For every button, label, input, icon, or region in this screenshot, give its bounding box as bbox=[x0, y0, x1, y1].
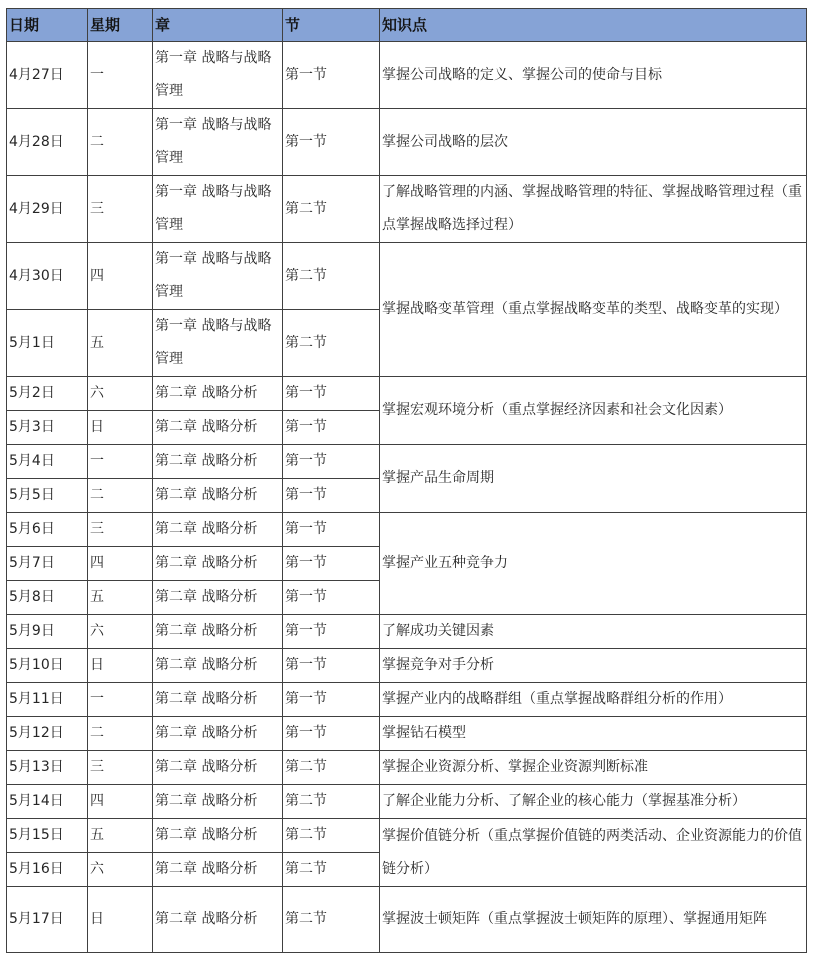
date-cell: 5月16日 bbox=[7, 853, 88, 887]
knowledge-cell: 掌握公司战略的定义、掌握公司的使命与目标 bbox=[380, 42, 807, 109]
knowledge-cell: 掌握价值链分析（重点掌握价值链的两类活动、企业资源能力的价值链分析） bbox=[380, 819, 807, 887]
header-knowledge: 知识点 bbox=[380, 9, 807, 42]
section-cell: 第一节 bbox=[283, 649, 380, 683]
chapter-cell: 第二章 战略分析 bbox=[153, 581, 283, 615]
weekday-cell: 日 bbox=[88, 887, 153, 953]
table-row bbox=[7, 819, 807, 853]
weekday-cell: 四 bbox=[88, 785, 153, 819]
chapter-cell: 第二章 战略分析 bbox=[153, 411, 283, 445]
section-cell: 第一节 bbox=[283, 683, 380, 717]
weekday-cell: 五 bbox=[88, 310, 153, 377]
weekday-cell: 一 bbox=[88, 683, 153, 717]
section-cell: 第二节 bbox=[283, 785, 380, 819]
chapter-cell: 第一章 战略与战略管理 bbox=[153, 243, 283, 310]
date-cell: 4月27日 bbox=[7, 42, 88, 109]
date-cell: 5月2日 bbox=[7, 377, 88, 411]
date-cell: 5月17日 bbox=[7, 887, 88, 953]
weekday-cell: 一 bbox=[88, 42, 153, 109]
knowledge-cell: 掌握公司战略的层次 bbox=[380, 109, 807, 176]
section-cell: 第一节 bbox=[283, 42, 380, 109]
schedule-body bbox=[7, 42, 807, 953]
weekday-cell: 三 bbox=[88, 513, 153, 547]
chapter-cell: 第一章 战略与战略管理 bbox=[153, 109, 283, 176]
date-cell: 4月28日 bbox=[7, 109, 88, 176]
date-cell: 5月10日 bbox=[7, 649, 88, 683]
header-weekday: 星期 bbox=[88, 9, 153, 42]
chapter-cell: 第二章 战略分析 bbox=[153, 377, 283, 411]
chapter-cell: 第二章 战略分析 bbox=[153, 479, 283, 513]
weekday-cell: 六 bbox=[88, 853, 153, 887]
knowledge-cell: 了解战略管理的内涵、掌握战略管理的特征、掌握战略管理过程（重点掌握战略选择过程） bbox=[380, 176, 807, 243]
section-cell: 第一节 bbox=[283, 717, 380, 751]
date-cell: 5月4日 bbox=[7, 445, 88, 479]
weekday-cell: 日 bbox=[88, 411, 153, 445]
weekday-cell: 六 bbox=[88, 615, 153, 649]
knowledge-cell: 掌握钻石模型 bbox=[380, 717, 807, 751]
knowledge-cell: 掌握竞争对手分析 bbox=[380, 649, 807, 683]
knowledge-cell: 了解成功关键因素 bbox=[380, 615, 807, 649]
section-cell: 第二节 bbox=[283, 176, 380, 243]
header-chapter: 章 bbox=[153, 9, 283, 42]
date-cell: 5月1日 bbox=[7, 310, 88, 377]
table-row bbox=[7, 649, 807, 683]
section-cell: 第一节 bbox=[283, 411, 380, 445]
knowledge-cell: 掌握战略变革管理（重点掌握战略变革的类型、战略变革的实现） bbox=[380, 243, 807, 377]
date-cell: 5月13日 bbox=[7, 751, 88, 785]
chapter-cell: 第二章 战略分析 bbox=[153, 547, 283, 581]
chapter-cell: 第二章 战略分析 bbox=[153, 751, 283, 785]
date-cell: 5月11日 bbox=[7, 683, 88, 717]
date-cell: 5月3日 bbox=[7, 411, 88, 445]
chapter-cell: 第二章 战略分析 bbox=[153, 513, 283, 547]
section-cell: 第二节 bbox=[283, 819, 380, 853]
table-row bbox=[7, 785, 807, 819]
date-cell: 5月7日 bbox=[7, 547, 88, 581]
section-cell: 第二节 bbox=[283, 310, 380, 377]
section-cell: 第一节 bbox=[283, 615, 380, 649]
date-cell: 5月9日 bbox=[7, 615, 88, 649]
table-row bbox=[7, 751, 807, 785]
table-row bbox=[7, 42, 807, 109]
section-cell: 第一节 bbox=[283, 377, 380, 411]
weekday-cell: 五 bbox=[88, 819, 153, 853]
table-row bbox=[7, 615, 807, 649]
knowledge-cell: 掌握企业资源分析、掌握企业资源判断标准 bbox=[380, 751, 807, 785]
knowledge-cell: 了解企业能力分析、了解企业的核心能力（掌握基准分析） bbox=[380, 785, 807, 819]
chapter-cell: 第二章 战略分析 bbox=[153, 649, 283, 683]
table-row bbox=[7, 377, 807, 411]
chapter-cell: 第二章 战略分析 bbox=[153, 887, 283, 953]
chapter-cell: 第一章 战略与战略管理 bbox=[153, 176, 283, 243]
weekday-cell: 三 bbox=[88, 751, 153, 785]
table-row bbox=[7, 683, 807, 717]
chapter-cell: 第二章 战略分析 bbox=[153, 853, 283, 887]
date-cell: 5月14日 bbox=[7, 785, 88, 819]
chapter-cell: 第二章 战略分析 bbox=[153, 717, 283, 751]
table-row bbox=[7, 176, 807, 243]
table-row bbox=[7, 109, 807, 176]
chapter-cell: 第二章 战略分析 bbox=[153, 785, 283, 819]
header-section: 节 bbox=[283, 9, 380, 42]
table-row bbox=[7, 513, 807, 547]
date-cell: 5月12日 bbox=[7, 717, 88, 751]
table-row bbox=[7, 243, 807, 310]
knowledge-cell: 掌握产品生命周期 bbox=[380, 445, 807, 513]
date-cell: 5月5日 bbox=[7, 479, 88, 513]
table-row bbox=[7, 887, 807, 953]
section-cell: 第二节 bbox=[283, 887, 380, 953]
weekday-cell: 二 bbox=[88, 109, 153, 176]
header-date: 日期 bbox=[7, 9, 88, 42]
weekday-cell: 四 bbox=[88, 547, 153, 581]
chapter-cell: 第二章 战略分析 bbox=[153, 683, 283, 717]
weekday-cell: 一 bbox=[88, 445, 153, 479]
knowledge-cell: 掌握产业五种竞争力 bbox=[380, 513, 807, 615]
section-cell: 第一节 bbox=[283, 513, 380, 547]
table-row bbox=[7, 717, 807, 751]
section-cell: 第二节 bbox=[283, 243, 380, 310]
section-cell: 第一节 bbox=[283, 581, 380, 615]
table-row bbox=[7, 445, 807, 479]
weekday-cell: 三 bbox=[88, 176, 153, 243]
weekday-cell: 二 bbox=[88, 479, 153, 513]
weekday-cell: 四 bbox=[88, 243, 153, 310]
section-cell: 第一节 bbox=[283, 547, 380, 581]
knowledge-cell: 掌握产业内的战略群组（重点掌握战略群组分析的作用） bbox=[380, 683, 807, 717]
weekday-cell: 六 bbox=[88, 377, 153, 411]
chapter-cell: 第二章 战略分析 bbox=[153, 819, 283, 853]
knowledge-cell: 掌握波士顿矩阵（重点掌握波士顿矩阵的原理）、掌握通用矩阵 bbox=[380, 887, 807, 953]
chapter-cell: 第二章 战略分析 bbox=[153, 445, 283, 479]
chapter-cell: 第一章 战略与战略管理 bbox=[153, 42, 283, 109]
chapter-cell: 第一章 战略与战略管理 bbox=[153, 310, 283, 377]
section-cell: 第二节 bbox=[283, 751, 380, 785]
date-cell: 4月29日 bbox=[7, 176, 88, 243]
knowledge-cell: 掌握宏观环境分析（重点掌握经济因素和社会文化因素） bbox=[380, 377, 807, 445]
date-cell: 5月6日 bbox=[7, 513, 88, 547]
section-cell: 第一节 bbox=[283, 479, 380, 513]
date-cell: 5月15日 bbox=[7, 819, 88, 853]
section-cell: 第二节 bbox=[283, 853, 380, 887]
weekday-cell: 五 bbox=[88, 581, 153, 615]
header-row bbox=[7, 9, 807, 42]
weekday-cell: 日 bbox=[88, 649, 153, 683]
date-cell: 5月8日 bbox=[7, 581, 88, 615]
chapter-cell: 第二章 战略分析 bbox=[153, 615, 283, 649]
weekday-cell: 二 bbox=[88, 717, 153, 751]
section-cell: 第一节 bbox=[283, 109, 380, 176]
schedule-table bbox=[6, 8, 807, 953]
date-cell: 4月30日 bbox=[7, 243, 88, 310]
section-cell: 第一节 bbox=[283, 445, 380, 479]
